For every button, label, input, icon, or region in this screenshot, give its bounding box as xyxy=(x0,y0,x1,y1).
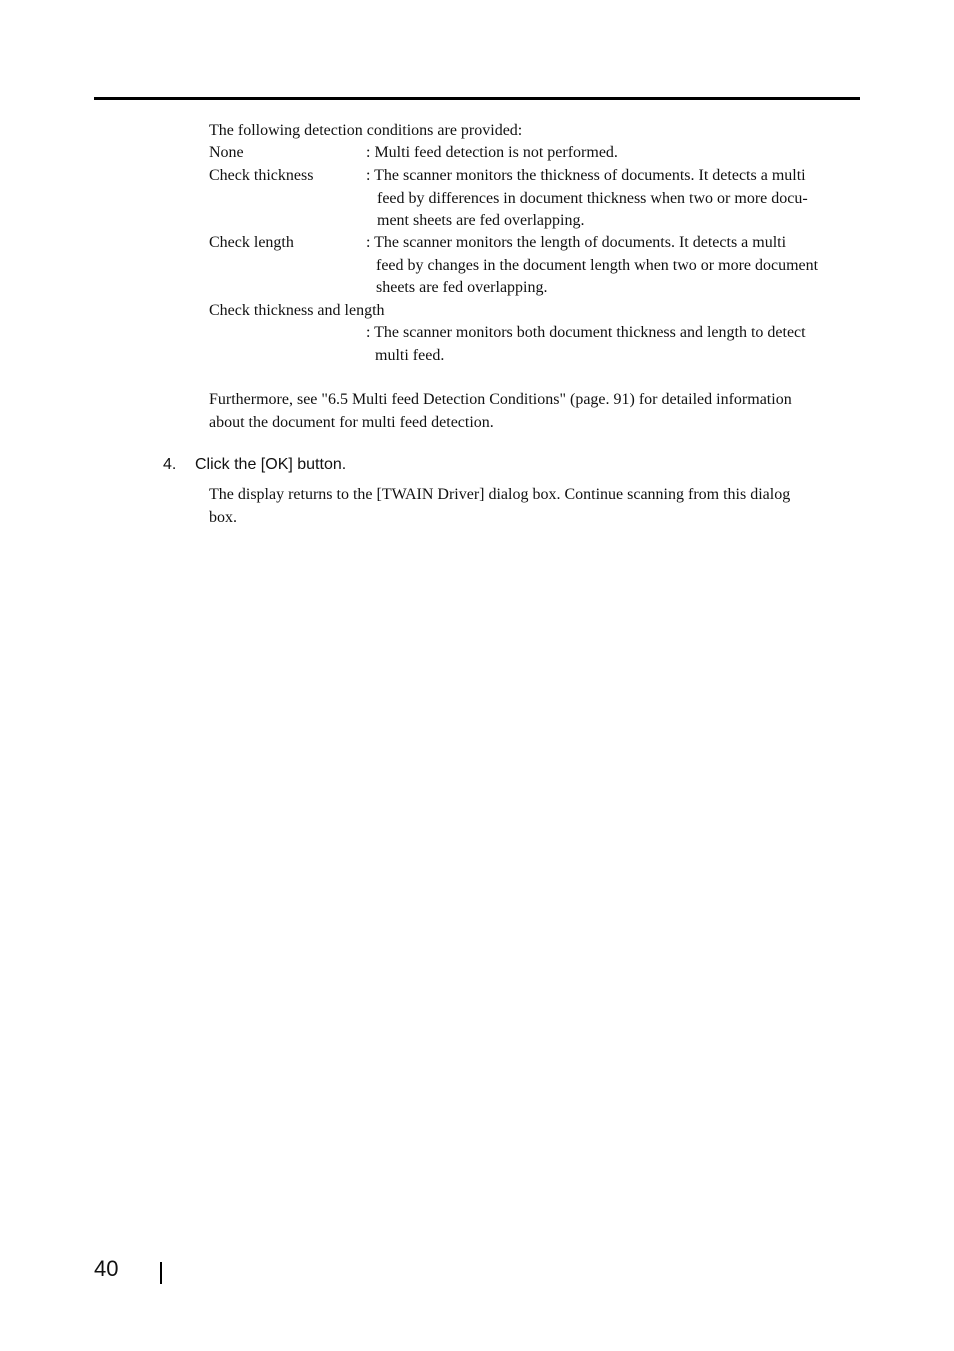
footer-divider xyxy=(160,1262,162,1284)
condition-desc-line: : The scanner monitors the length of documents. It detects a multi xyxy=(366,234,787,251)
condition-desc-line: sheets are fed overlapping. xyxy=(376,279,548,296)
see-also-paragraph xyxy=(209,389,859,434)
condition-term-check-thickness: Check thickness xyxy=(209,167,314,184)
step-heading xyxy=(163,455,346,475)
condition-term-check-thickness-and-length: Check thickness and length xyxy=(209,302,385,319)
condition-desc-line: : Multi feed detection is not performed. xyxy=(366,144,618,161)
condition-desc-line: : The scanner monitors both document thickness and length to detect xyxy=(366,324,806,341)
condition-desc-check-thickness xyxy=(366,165,858,233)
page-number: 40 xyxy=(94,1256,119,1281)
condition-desc-line: ment sheets are fed overlapping. xyxy=(377,212,585,229)
step-number: 4. xyxy=(163,456,177,473)
paragraph-line: Furthermore, see "6.5 Multi feed Detection Conditions" (page. 91) for detailed information xyxy=(209,391,792,408)
condition-desc-line: feed by changes in the document length when two or more document xyxy=(376,256,819,274)
condition-desc-none xyxy=(366,142,858,165)
condition-term-check-length: Check length xyxy=(209,234,294,251)
condition-desc-check-length xyxy=(366,232,858,300)
header-rule xyxy=(94,97,860,100)
detection-intro: The following detection conditions are provided: xyxy=(209,122,523,139)
step-detail-paragraph xyxy=(209,484,859,529)
step-text: Click the [OK] button. xyxy=(195,456,347,473)
paragraph-line: about the document for multi feed detection. xyxy=(209,413,494,431)
condition-desc-line: multi feed. xyxy=(375,346,445,364)
condition-desc-line: feed by differences in document thickness when two or more docu- xyxy=(377,189,808,207)
paragraph-line: The display returns to the [TWAIN Driver] dialog box. Continue scanning from this dialog xyxy=(209,486,791,503)
condition-desc-line: : The scanner monitors the thickness of documents. It detects a multi xyxy=(366,167,806,184)
condition-desc-check-thickness-and-length xyxy=(366,322,858,367)
paragraph-line: box. xyxy=(209,508,237,526)
condition-term-none: None xyxy=(209,144,244,161)
